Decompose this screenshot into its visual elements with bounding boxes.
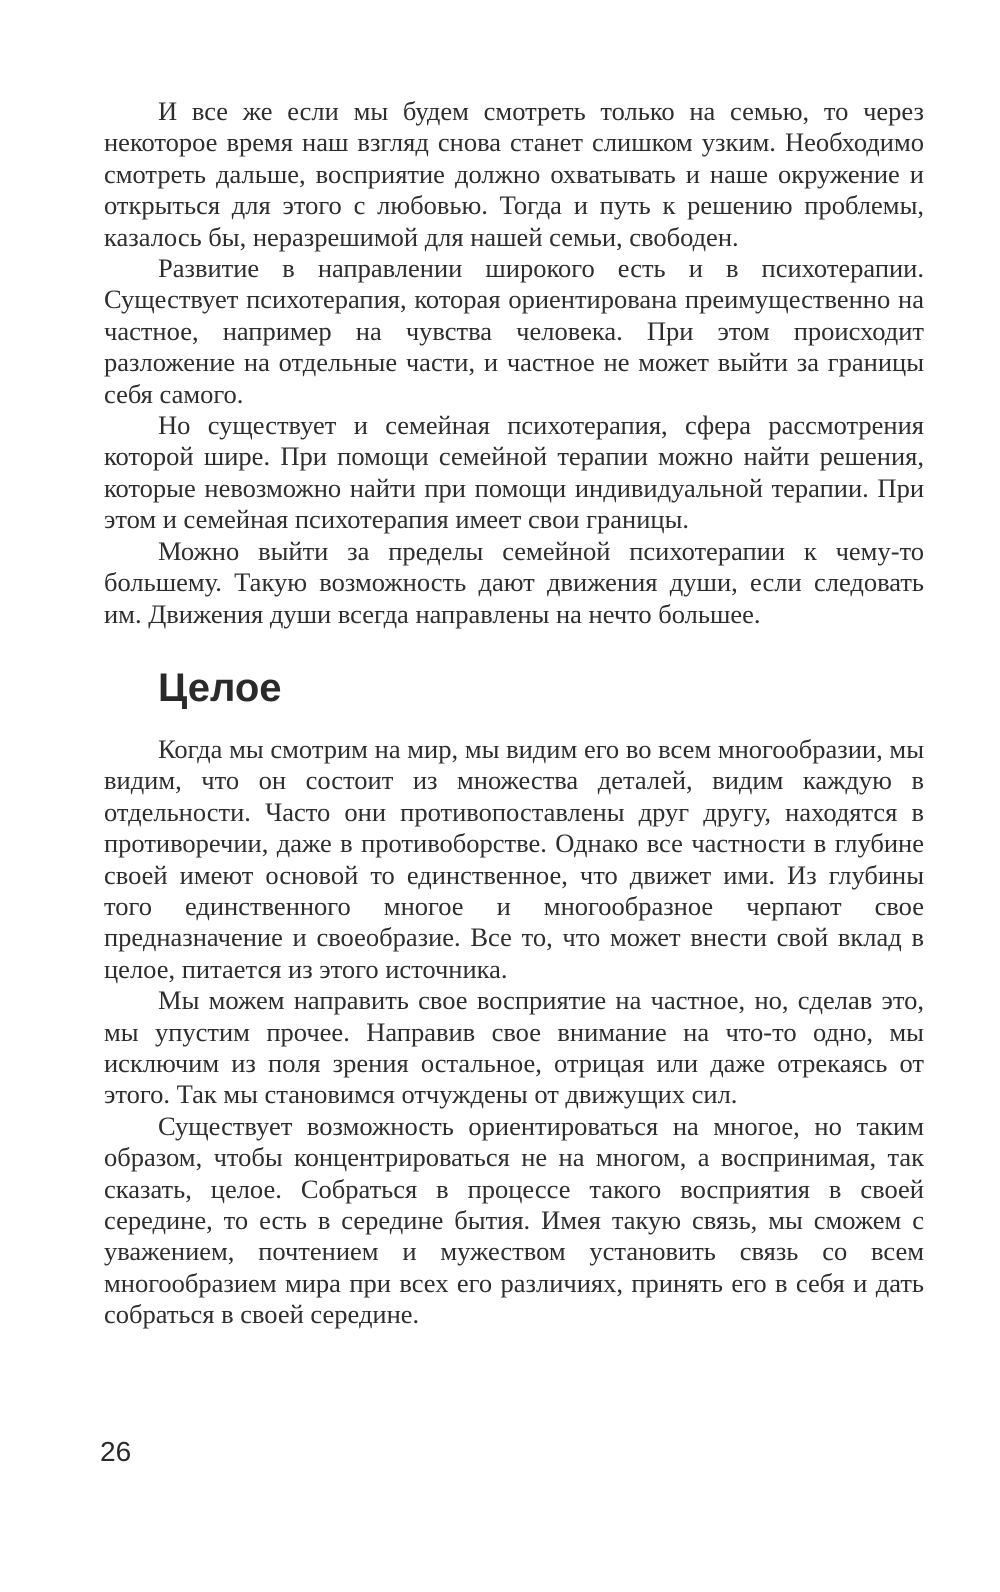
body-paragraph: И все же если мы будем смотреть только на семью, то через некоторое время наш взгляд снова станет слишком узким. Необходимо смотреть дальше, восприятие должно охватывать и наше окружение и открыться для этого с любовью. Тогда и путь к решению проблемы, казалось бы, неразрешимой для нашей семьи, свободен. — [104, 96, 924, 252]
body-paragraph: Когда мы смотрим на мир, мы видим его во всем многообразии, мы видим, что он состоит из множества деталей, видим каждую в отдельности. Часто они противопоставлены друг другу, находятся в противоречии, даже в противоборстве. Однако все частности в глубине своей имеют основой то единственное, что движет ими. Из глубины того единственного многое и многообразное черпают свое предназначение и своеобразие. Все то, что может внести свой вклад в целое, питается из этого источника. — [104, 733, 924, 984]
page-number: 26 — [100, 1436, 132, 1467]
body-paragraph: Можно выйти за пределы семейной психотерапии к чему-то большему. Такую возможность дают движения души, если следовать им. Движения души всегда направлены на нечто большее. — [104, 535, 924, 629]
body-paragraph: Мы можем направить свое восприятие на частное, но, сделав это, мы упустим прочее. Направив свое внимание на что-то одно, мы исключим из поля зрения остальное, отрицая или даже отрекаясь от этого. Так мы становимся отчуждены от движущих сил. — [104, 985, 924, 1110]
body-paragraph: Но существует и семейная психотерапия, сфера рассмотрения которой шире. При помощи семейной терапии можно найти решения, которые невозможно найти при помощи индивидуальной терапии. При этом и семейная психотерапия имеет свои границы. — [104, 410, 924, 535]
section-heading: Целое — [158, 665, 282, 710]
page-body — [104, 96, 924, 1331]
body-paragraph: Существует возможность ориентироваться на многое, но таким образом, чтобы концентрироваться не на многом, а воспринимая, так сказать, целое. Собраться в процессе такого восприятия в своей середине, то есть в середине бытия. Имея такую связь, мы сможем с уважением, почтением и мужеством установить связь со всем многообразием мира при всех его различиях, принять его в себя и дать собраться в своей середине. — [104, 1110, 924, 1330]
body-paragraph: Развитие в направлении широкого есть и в психотерапии. Существует психотерапия, которая ориентирована преимущественно на частное, например на чувства человека. При этом происходит разложение на отдельные части, и частное не может выйти за границы себя самого. — [104, 253, 924, 409]
